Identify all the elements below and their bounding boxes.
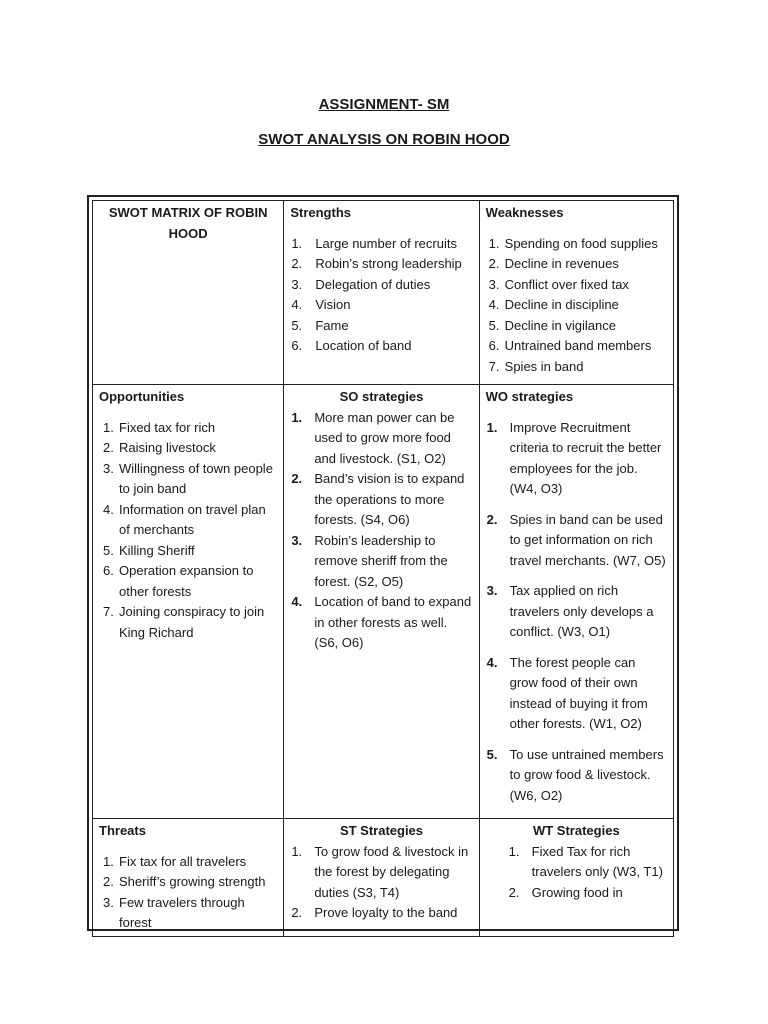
st-strategies-cell xyxy=(284,819,479,937)
list-item xyxy=(486,336,667,357)
corner-cell xyxy=(93,201,284,385)
list-item xyxy=(486,842,667,883)
page-subtitle: SWOT ANALYSIS ON ROBIN HOOD xyxy=(258,131,510,148)
wt-strategies-cell xyxy=(479,819,673,937)
list-item-text: Vision xyxy=(315,297,351,312)
list-item-text: Decline in discipline xyxy=(504,297,619,312)
list-item-number: 3. xyxy=(103,460,114,476)
list-item-number: 6. xyxy=(291,338,303,353)
list-item-text: More man power can be used to grow more food and livestock. (S1, O2) xyxy=(314,409,455,466)
strengths-heading: Strengths xyxy=(290,205,351,220)
list-item-text: Few travelers through forest xyxy=(119,894,245,930)
list-item xyxy=(290,469,472,531)
list-item-number: 7. xyxy=(103,604,114,619)
list-item xyxy=(290,234,472,255)
list-item-number: 7. xyxy=(488,358,500,374)
list-item-text: Location of band to expand in other forests as well. (S6, O6) xyxy=(314,594,472,650)
list-item-text: Joining conspiracy to join King Richard xyxy=(119,604,265,640)
list-item-number: 3. xyxy=(486,583,498,598)
st-strategies-list xyxy=(290,842,472,924)
wo-strategies-heading: WO strategies xyxy=(485,389,574,404)
list-item-number: 5. xyxy=(486,746,498,762)
list-item-text: Spending on food supplies xyxy=(504,235,658,251)
wo-strategies-list xyxy=(486,418,667,807)
list-item-text: To grow food & livestock in the forest by delegating duties (S3, T4) xyxy=(314,843,469,900)
list-item-number: 3. xyxy=(291,276,303,292)
list-item-number: 2. xyxy=(291,256,303,271)
list-item xyxy=(290,903,472,924)
list-item-number: 2. xyxy=(291,905,303,920)
list-item-text: The forest people can grow food of their own instead of buying it from other forests. (W1, O2) xyxy=(509,654,648,731)
swot-matrix-table xyxy=(92,200,674,937)
list-item-number: 4. xyxy=(103,501,114,517)
list-item-text: To use untrained members to grow food & livestock. (W6, O2) xyxy=(509,746,664,803)
list-item-number: 1. xyxy=(486,419,498,435)
so-strategies-heading: SO strategies xyxy=(339,389,424,404)
list-item-number: 5. xyxy=(291,317,303,333)
weaknesses-list xyxy=(486,234,667,378)
list-item-text: Spies in band xyxy=(504,358,584,374)
strengths-list xyxy=(290,234,472,357)
list-item xyxy=(290,275,472,296)
corner-label: SWOT MATRIX OF ROBIN HOOD xyxy=(108,205,268,241)
list-item xyxy=(99,459,277,500)
list-item xyxy=(290,295,472,316)
list-item-number: 1. xyxy=(103,419,114,435)
threats-heading: Threats xyxy=(99,823,146,838)
page-title: ASSIGNMENT- SM xyxy=(318,96,450,113)
list-item xyxy=(99,893,277,934)
so-strategies-list xyxy=(290,408,472,654)
wo-strategies-cell xyxy=(479,385,673,819)
threats-list xyxy=(99,852,277,934)
list-item-text: Band’s vision is to expand the operations to more forests. (S4, O6) xyxy=(314,471,465,527)
list-item-number: 6. xyxy=(488,338,500,353)
threats-cell xyxy=(93,819,284,937)
list-item-number: 2. xyxy=(488,256,500,271)
list-item-text: Prove loyalty to the band xyxy=(314,905,458,920)
list-item-text: Decline in revenues xyxy=(504,256,619,271)
list-item-number: 3. xyxy=(488,276,500,292)
list-item-text: Fame xyxy=(315,317,349,333)
list-item xyxy=(99,541,277,562)
list-item xyxy=(99,418,277,439)
list-item-text: Growing food in xyxy=(531,884,623,900)
list-item-number: 2. xyxy=(508,884,520,900)
list-item xyxy=(99,500,277,541)
list-item-number: 2. xyxy=(291,471,303,486)
list-item-text: Robin’s strong leadership xyxy=(315,256,462,271)
list-item-number: 2. xyxy=(103,440,114,455)
list-item xyxy=(290,336,472,357)
list-item-text: Large number of recruits xyxy=(315,235,457,251)
list-item-text: Operation expansion to other forests xyxy=(119,563,254,599)
list-item-number: 1. xyxy=(291,843,303,859)
list-item xyxy=(99,602,277,643)
list-item xyxy=(99,852,277,873)
list-item xyxy=(290,408,472,470)
list-item-text: Willingness of town people to join band xyxy=(119,460,273,496)
wt-strategies-heading: WT Strategies xyxy=(532,823,620,838)
list-item-number: 2. xyxy=(486,511,498,527)
opportunities-list xyxy=(99,418,277,644)
list-item xyxy=(486,653,667,735)
list-item-number: 2. xyxy=(103,874,114,889)
list-item-text: Untrained band members xyxy=(504,338,652,353)
so-strategies-cell xyxy=(284,385,479,819)
list-item xyxy=(486,295,667,316)
list-item-number: 4. xyxy=(488,297,500,312)
list-item xyxy=(486,316,667,337)
list-item-text: Raising livestock xyxy=(119,440,216,455)
list-item xyxy=(290,592,472,654)
list-item-number: 1. xyxy=(103,853,114,869)
weaknesses-heading: Weaknesses xyxy=(485,205,564,220)
list-item xyxy=(290,316,472,337)
list-item-number: 6. xyxy=(103,563,114,578)
list-item xyxy=(486,510,667,572)
list-item-number: 3. xyxy=(291,532,303,548)
opportunities-cell xyxy=(93,385,284,819)
swot-matrix-frame xyxy=(87,195,679,931)
st-strategies-heading: ST Strategies xyxy=(339,823,424,838)
list-item-text: Sheriff’s growing strength xyxy=(119,874,266,889)
list-item-number: 4. xyxy=(486,654,498,670)
list-item xyxy=(486,357,667,378)
list-item-number: 4. xyxy=(291,594,303,609)
list-item xyxy=(290,254,472,275)
list-item-text: Fixed Tax for rich travelers only (W3, T1) xyxy=(531,843,663,879)
table-row xyxy=(93,385,674,819)
list-item-number: 1. xyxy=(488,235,500,251)
list-item xyxy=(486,254,667,275)
list-item-text: Decline in vigilance xyxy=(504,317,616,333)
list-item xyxy=(486,581,667,643)
list-item-number: 1. xyxy=(508,843,520,859)
list-item xyxy=(99,872,277,893)
list-item-text: Fix tax for all travelers xyxy=(119,853,247,869)
weaknesses-cell xyxy=(479,201,673,385)
wt-strategies-list xyxy=(486,842,667,904)
list-item-number: 1. xyxy=(291,409,303,425)
list-item-number: 5. xyxy=(103,542,114,558)
list-item xyxy=(486,745,667,807)
list-item-text: Robin’s leadership to remove sheriff from the forest. (S2, O5) xyxy=(314,532,448,589)
list-item-number: 1. xyxy=(291,235,303,251)
list-item-text: Tax applied on rich travelers only develops a conflict. (W3, O1) xyxy=(509,583,654,639)
table-row xyxy=(93,201,674,385)
table-row xyxy=(93,819,674,937)
list-item xyxy=(290,842,472,904)
list-item xyxy=(486,883,667,904)
list-item-number: 4. xyxy=(291,297,303,312)
list-item-text: Information on travel plan of merchants xyxy=(119,501,266,537)
list-item xyxy=(99,561,277,602)
list-item xyxy=(486,418,667,500)
list-item-text: Fixed tax for rich xyxy=(119,419,216,435)
list-item-text: Location of band xyxy=(315,338,412,353)
list-item xyxy=(99,438,277,459)
list-item-number: 5. xyxy=(488,317,500,333)
list-item-text: Conflict over fixed tax xyxy=(504,276,629,292)
list-item xyxy=(290,531,472,593)
list-item xyxy=(486,275,667,296)
list-item-text: Delegation of duties xyxy=(315,276,431,292)
list-item-text: Improve Recruitment criteria to recruit the better employees for the job. (W4, O3) xyxy=(509,419,662,496)
opportunities-heading: Opportunities xyxy=(99,389,185,404)
strengths-cell xyxy=(284,201,479,385)
list-item xyxy=(486,234,667,255)
list-item-text: Killing Sheriff xyxy=(119,542,195,558)
list-item-number: 3. xyxy=(103,894,114,910)
list-item-text: Spies in band can be used to get information on rich travel merchants. (W7, O5) xyxy=(509,511,666,568)
